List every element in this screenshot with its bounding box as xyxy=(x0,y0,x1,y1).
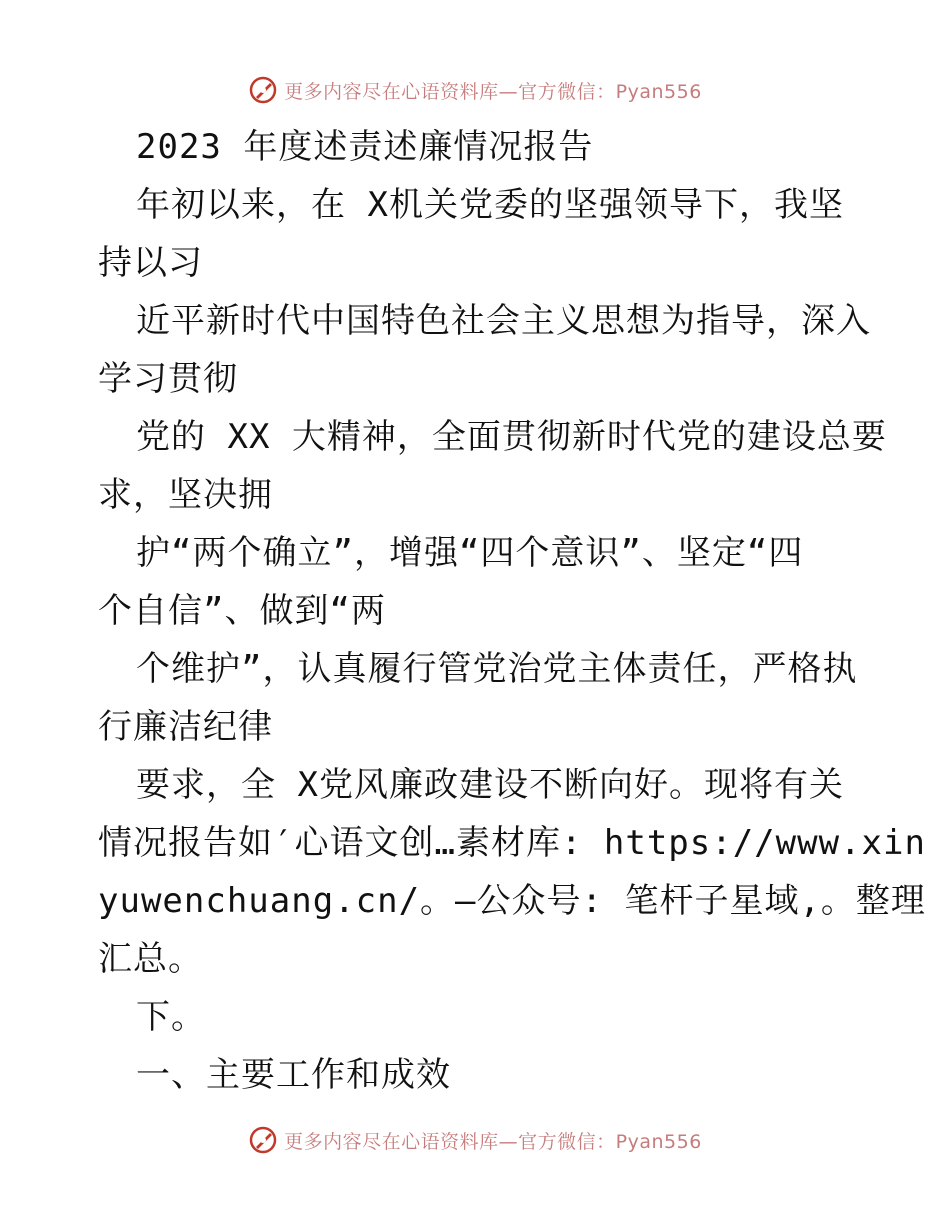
paragraph-line: 学习贯彻 xyxy=(98,359,238,399)
paragraph-line: 持以习 xyxy=(98,243,203,283)
paragraph-line: 党的 XX 大精神，全面贯彻新时代党的建设总要 xyxy=(136,417,887,457)
pen-logo-icon xyxy=(248,75,278,105)
paragraph-line: 个维护”，认真履行管党治党主体责任，严格执 xyxy=(136,649,858,689)
paragraph-line: 护“两个确立”，增强“四个意识”、坚定“四 xyxy=(136,533,804,573)
document-title: 2023 年度述责述廉情况报告 xyxy=(136,127,594,167)
bottom-watermark-banner xyxy=(0,1120,950,1160)
paragraph-line: 年初以来，在 X机关党委的坚强领导下，我坚 xyxy=(136,185,844,225)
paragraph-line: 求，坚决拥 xyxy=(98,475,273,515)
document-body xyxy=(98,118,926,1104)
paragraph-line: 个自信”、做到“两 xyxy=(98,591,386,631)
paragraph-line: 近平新时代中国特色社会主义思想为指导，深入 xyxy=(136,301,871,341)
top-watermark-banner xyxy=(0,70,950,110)
banner-text: 更多内容尽在心语资料库—官方微信：Pyan556 xyxy=(284,1130,702,1153)
paragraph-line: 汇总。 xyxy=(98,939,203,979)
paragraph-line: 要求，全 X党风廉政建设不断向好。现将有关 xyxy=(136,765,844,805)
paragraph-line: 下。 xyxy=(136,997,206,1037)
pen-logo-icon xyxy=(248,1125,278,1155)
paragraph-line: yuwenchuang.cn/。—公众号: 笔杆子星域,。整理 xyxy=(98,881,926,921)
banner-text: 更多内容尽在心语资料库—官方微信：Pyan556 xyxy=(284,80,702,103)
section-heading: 一、主要工作和成效 xyxy=(136,1055,451,1095)
paragraph-line: 情况报告如′心语文创…素材库: https://www.xin xyxy=(98,823,926,863)
paragraph-line: 行廉洁纪律 xyxy=(98,707,273,747)
